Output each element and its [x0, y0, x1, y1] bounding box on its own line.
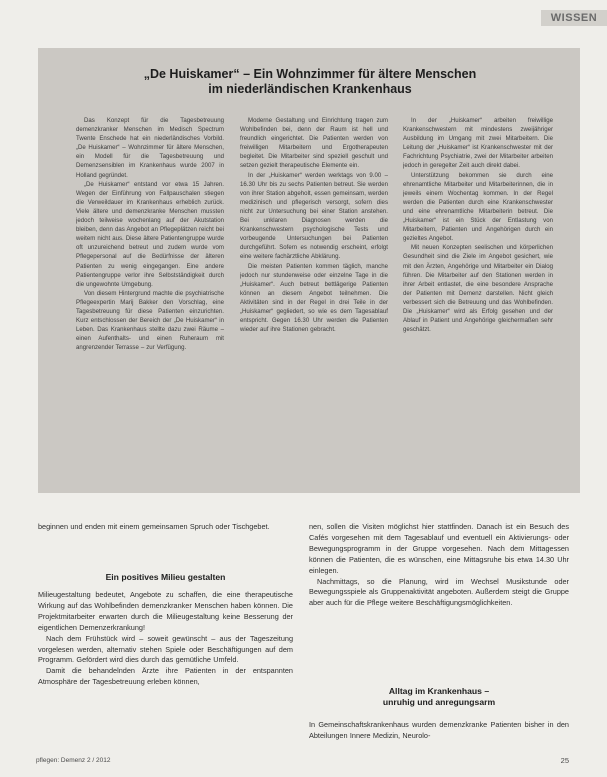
section-tag: WISSEN — [541, 10, 607, 26]
subheading-alltag — [309, 686, 569, 708]
article-paragraph: nen, sollen die Visiten möglichst hier stattfinden. Danach ist ein Besuch des Cafés vorgesehen mit dem Tagesablauf und eventuell ein Aktivierungs- oder Bewegungsprogramm in der Gruppe vorgesehen. Nach dem Mittagessen können die Patienten, die es wünschen, eine Mittagsruhe bis etwa 14.30 Uhr einlegen. — [309, 522, 569, 575]
article-paragraph: Milieugestaltung bedeutet, Angebote zu schaffen, die eine therapeutische Wirkung auf das Wohlbefinden demenzkranker Menschen haben können. Die Projektmitarbeiter erwarten durch die Milieugestaltung keine Besserung der eigentlichen Demenzerkrankung! — [38, 590, 293, 632]
box-paragraph: Von diesem Hintergrund machte die psychiatrische Pflegeexpertin Marij Bakker den Vorschlag, eine Tagesbetreuung für diese Patienten einzurichten. Kurz entschlossen der Bereich der „De Huiskamer“ in Leben. Das Krankenhaus stellte dazu zwei Räume – einen Aufenthalts- und einen Ruheraum mit angrenzender Terrasse – zur Verfügung. — [76, 289, 224, 352]
article-paragraph: beginnen und enden mit einem gemeinsamen Spruch oder Tischgebet. — [38, 522, 270, 531]
article-paragraph: Damit die behandelnden Ärzte ihre Patienten in der entspannten Atmosphäre der Tagesbetreuung erleben können, — [38, 666, 293, 687]
article-paragraph: Nachmittags, so die Planung, wird im Wechsel Musikstunde oder Bewegungsspiele als Gruppenaktivität angeboten. Außerdem steigt die Gruppe aber auch für die Pflege weitere Beschäftigungsmöglichkeiten. — [309, 576, 569, 608]
page-number: 25 — [560, 756, 569, 765]
subheading-line: Alltag im Krankenhaus – — [388, 686, 490, 696]
journal-footer: pflegen: Demenz 2 / 2012 — [36, 757, 111, 764]
article-column-1-intro — [38, 522, 293, 544]
article-paragraph: Nach dem Frühstück wird – soweit gewünscht – aus der Tageszeitung vorgelesen werden, alternativ stehen Spiele oder Beschäftigungen auf dem Programm. Gefördert wird dies durch das gemütliche Umfeld. — [38, 633, 293, 665]
box-paragraph: Moderne Gestaltung und Einrichtung tragen zum Wohlbefinden bei, denn der Raum ist hell und freundlich eingerichtet. Die Patienten werden von freiwilligen Mitarbeitern und Ergotherapeuten begleitet. Die Mitarbeiter sind speziell geschult und setzen gezielt therapeutische Elemente ein. — [240, 117, 388, 170]
box-headline-line1: „De Huiskamer“ – Ein Wohnzimmer für ältere Menschen — [143, 67, 477, 81]
article-column-1-body — [38, 590, 293, 745]
box-paragraph: „De Huiskamer“ entstand vor etwa 15 Jahren. Wegen der Einführung von Fallpauschalen stiegen die Verweildauer im Krankenhaus erheblich zurück. Viele ältere und demenzkranke Menschen mussten jedoch teilweise wochenlang auf der Akutstation bleiben, denn das Angebot an Pflegeplätzen reicht bei weitem nicht aus. Diese ältere Patientengruppe wurde oft unzureichend betreut und zudem wurde vom Pflegepersonal auf die Bedürfnisse der älteren Patienten zu wenig eingegangen. Eine andere Patientengruppe verlor ihre Selbstständigkeit durch die ungewohnte Umgebung. — [76, 180, 224, 288]
box-paragraph: Die meisten Patienten kommen täglich, manche jedoch nur stundenweise oder einzelne Tage in die „Huiskamer“. Auch betreut bettlägerige Patienten können an diesem Angebot teilnehmen. Die Aktivitäten sind in der Regel in drei Teile in der „Huiskamer“ gegliedert, so wie es dem Tagesablauf entspricht. Gegen 16.30 Uhr werden die Patienten wieder auf ihre Stationen gebracht. — [240, 262, 388, 334]
box-headline-line2: im niederländischen Krankenhaus — [208, 82, 412, 96]
box-paragraph: Unterstützung bekommen sie durch eine ehrenamtliche Mitarbeiter und Mitarbeiterinnen, die in jeweils einem Wochentag kommen. In der Regel werden die Patienten durch eine Krankenschwester und eine ehrenamtliche Mitarbeiterin betreut. Die „Huiskamer“ ist ein Stück der Entlastung von Mitarbeitern, Patienten und Angehörigen durch ein gezieltes Angebot. — [403, 171, 553, 243]
subheading-line: unruhig und anregungsarm — [382, 697, 496, 707]
article-paragraph: In Gemeinschaftskrankenhaus wurden demenzkranke Patienten bisher in den Abteilungen Innere Medizin, Neurolo- — [309, 720, 569, 740]
box-paragraph: In der „Huiskamer“ arbeiten freiwillige Krankenschwestern mit mindestens zweijähriger Ausbildung im Umgang mit zwei Mitarbeitern. Die Leitung der „Huiskamer“ ist Krankenschwester mit der Fachrichtung Psychiatrie, zwei der Mitarbeiter arbeiten jedoch in geregelter Zeit auch direkt dabei. — [403, 117, 553, 170]
box-paragraph: Mit neuen Konzepten seelischen und körperlichen Gesundheit sind die Ziele im Angebot gesichert, wie mit den Ärzten, Angehörige und Mitarbeiter ein Dialog führen. Die Mitarbeiter auf den Stationen werden in ihrer Arbeit entlastet, die eine besondere Ansprache der Patienten mit Demenz darstellen. Nicht gleich verbessert sich die Betreuung und das Wohlbefinden. Die „Huiskamer“ wird als Erfolg gesehen und der Ablauf in Patient und Angehörige gleichermaßen sehr geschätzt. — [403, 244, 553, 334]
box-headline — [80, 67, 540, 97]
box-column-1 — [76, 116, 224, 488]
box-paragraph: In der „Huiskamer“ werden werktags von 9.00 – 16.30 Uhr bis zu sechs Patienten betreut. Sie werden von ihrer Station abgeholt, essen gemeinsam, werden medizinisch und pflegerisch versorgt, sofern dies nicht zur Untersuchung bei einer Station anstehen. Bei unklaren Diagnosen werden die Krankenschwestern psychologische Tests und vorbeugende Untersuchungen bei Patienten durchgeführt. Sofern es notwendig erscheint, erfolgt eine weitere fachärztliche Abklärung. — [240, 171, 388, 261]
subheading-milieu: Ein positives Milieu gestalten — [105, 572, 226, 582]
box-column-2 — [240, 116, 388, 486]
box-paragraph: Das Konzept für die Tagesbetreuung demenzkranker Menschen im Medisch Spectrum Twente Enschede hat ein niederländisches Vorbild. „De Huiskamer“ – Wohnzimmer für ältere Menschen, ein Modell für die Tagesbetreuung und Demenzsensiblen im Krankenhaus wurde 2007 in Holland gegründet. — [76, 117, 224, 179]
box-column-3 — [403, 116, 553, 458]
article-column-2-body — [309, 522, 569, 659]
article-column-2-end — [309, 720, 569, 750]
